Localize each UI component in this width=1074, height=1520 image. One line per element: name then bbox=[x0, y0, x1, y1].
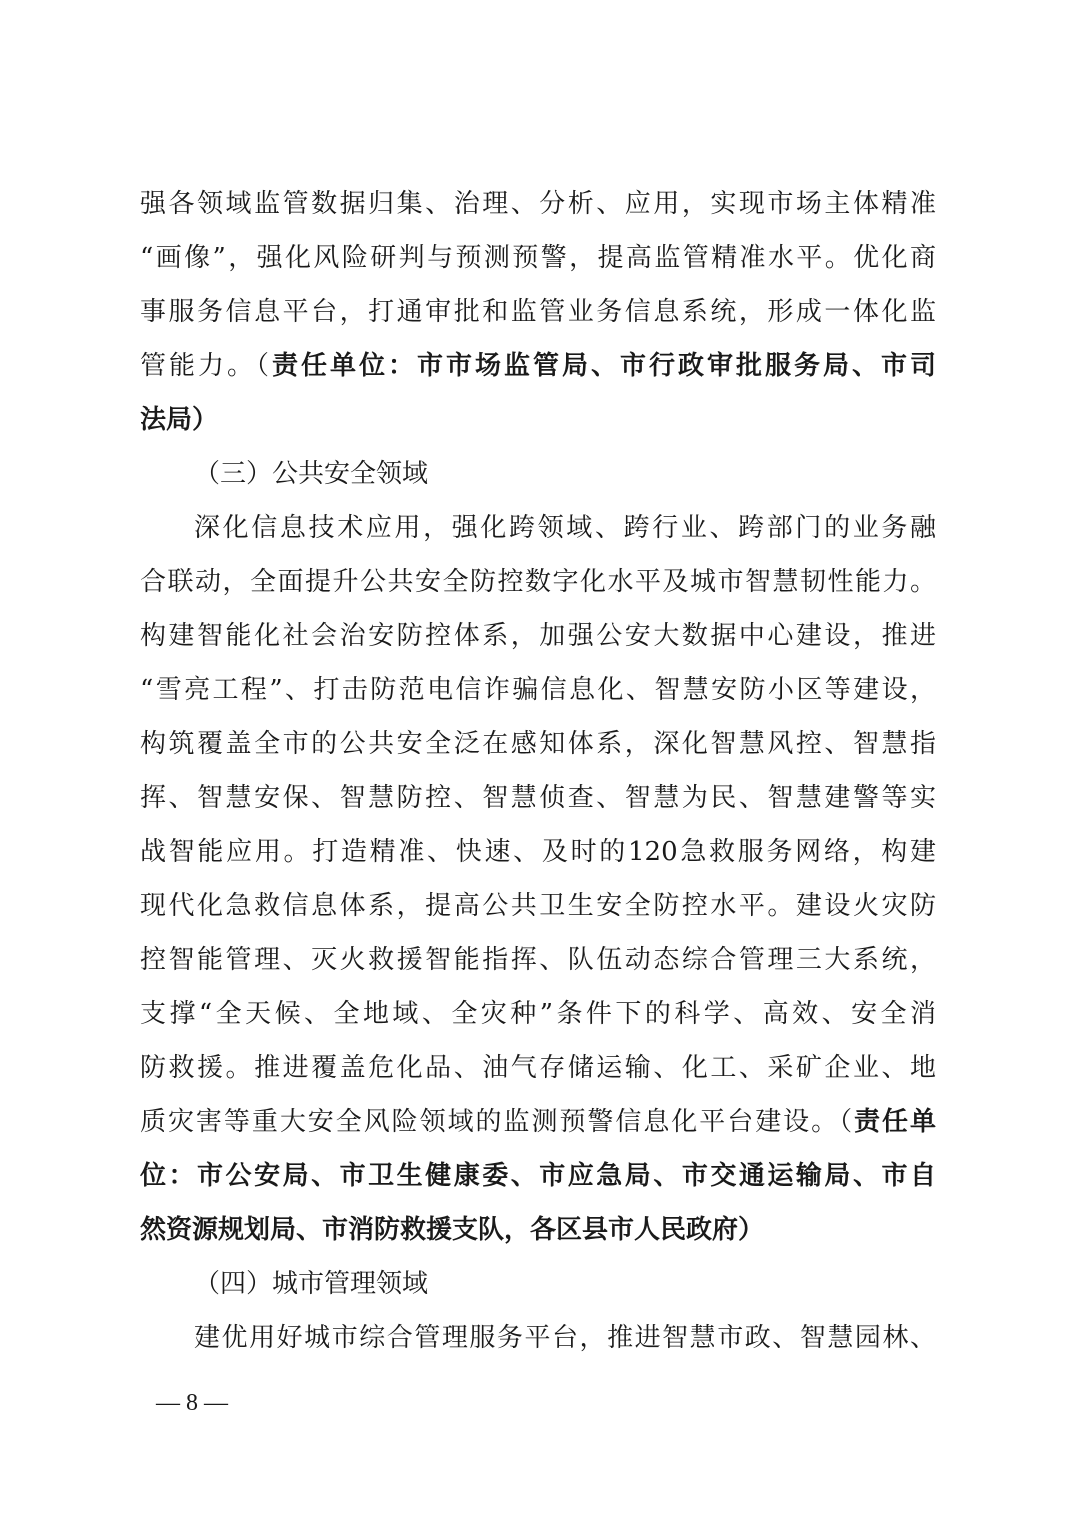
body-line-17: 防救援。推进覆盖危化品、油气存储运输、化工、采矿企业、地 bbox=[140, 1053, 936, 1083]
body-line-14: 现代化急救信息体系，提高公共卫生安全防控水平。建设火灾防 bbox=[140, 891, 936, 921]
body-line-5: 法局） bbox=[140, 405, 219, 435]
body-line-8: 合联动，全面提升公共安全防控数字化水平及城市智慧韧性能力。 bbox=[140, 567, 936, 597]
body-line-1: 强各领域监管数据归集、治理、分析、应用，实现市场主体精准 bbox=[140, 189, 936, 219]
section-heading-3: （三）公共安全领域 bbox=[194, 459, 429, 489]
body-line-13: 战智能应用。打造精准、快速、及时的120急救服务网络，构建 bbox=[140, 837, 936, 867]
body-line-19: 位：市公安局、市卫生健康委、市应急局、市交通运输局、市自 bbox=[140, 1161, 936, 1191]
body-line-16: 支撑“全天候、全地域、全灾种”条件下的科学、高效、安全消 bbox=[140, 999, 936, 1029]
body-line-15: 控智能管理、灭火救援智能指挥、队伍动态综合管理三大系统， bbox=[140, 945, 936, 975]
body-line-4-start: 管能力。（ bbox=[140, 351, 272, 381]
body-line-12: 挥、智慧安保、智慧防控、智慧侦查、智慧为民、智慧建警等实 bbox=[140, 783, 936, 813]
responsible-units-1: 责任单位：市市场监管局、市行政审批服务局、市司 bbox=[272, 351, 936, 381]
body-line-3: 事服务信息平台，打通审批和监管业务信息系统，形成一体化监 bbox=[140, 297, 936, 327]
body-line-22: 建优用好城市综合管理服务平台，推进智慧市政、智慧园林、 bbox=[194, 1323, 936, 1353]
page-number: — 8 — bbox=[156, 1390, 228, 1416]
body-line-20: 然资源规划局、市消防救援支队，各区县市人民政府） bbox=[140, 1215, 765, 1245]
body-line-10: “雪亮工程”、打击防范电信诈骗信息化、智慧安防小区等建设， bbox=[140, 675, 936, 705]
body-line-18-start: 质灾害等重大安全风险领域的监测预警信息化平台建设。（ bbox=[140, 1107, 855, 1137]
body-line-7: 深化信息技术应用，强化跨领域、跨行业、跨部门的业务融 bbox=[194, 513, 936, 543]
body-line-4 bbox=[140, 346, 936, 386]
body-line-18 bbox=[140, 1102, 936, 1142]
body-line-11: 构筑覆盖全市的公共安全泛在感知体系，深化智慧风控、智慧指 bbox=[140, 729, 936, 759]
body-line-9: 构建智能化社会治安防控体系，加强公安大数据中心建设，推进 bbox=[140, 621, 936, 651]
section-heading-4: （四）城市管理领域 bbox=[194, 1269, 429, 1299]
body-line-2: “画像”，强化风险研判与预测预警，提高监管精准水平。优化商 bbox=[140, 243, 936, 273]
responsible-units-2-start: 责任单 bbox=[854, 1107, 936, 1137]
